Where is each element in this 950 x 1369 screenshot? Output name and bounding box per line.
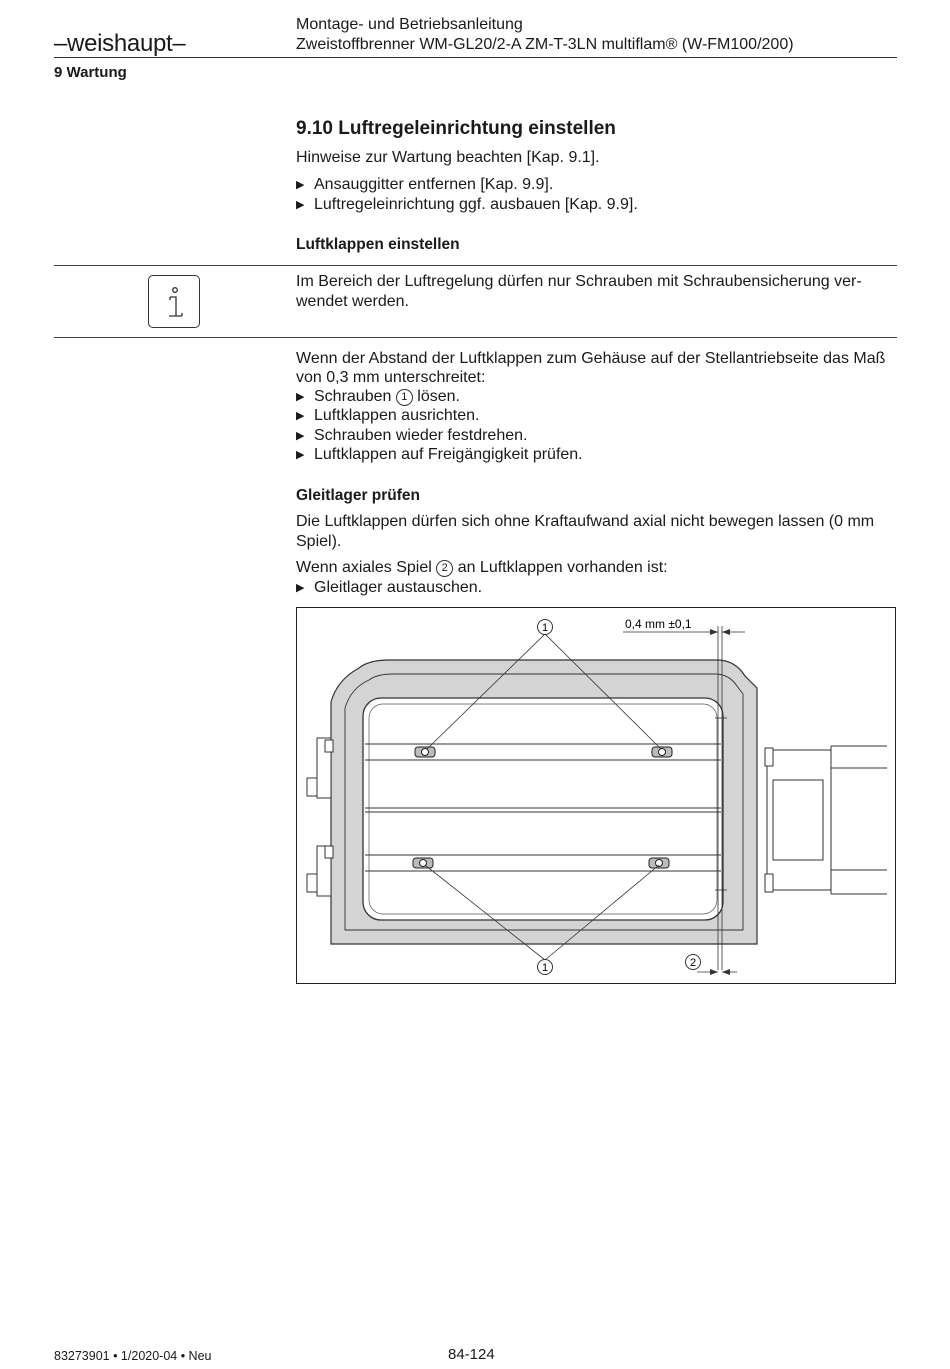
damper-opening: [363, 698, 723, 920]
list-item: ▶ Ansauggitter entfernen [Kap. 9.9].: [296, 176, 554, 193]
info-text: Im Bereich der Luftregelung dürfen nur Schrauben mit Schraubensicherung ver-wendet werden.: [296, 273, 862, 310]
weishaupt-logo: –weishaupt–: [54, 30, 186, 57]
section-intro: Hinweise zur Wartung beachten [Kap. 9.1].: [296, 149, 600, 166]
header-divider: [54, 57, 897, 58]
callout-2: 2: [436, 560, 453, 577]
condition-line2: von 0,3 mm unterschreitet:: [296, 369, 486, 386]
info-icon: [148, 275, 200, 328]
info-divider-top: [54, 265, 897, 266]
list-item: ▶ Gleitlager austauschen.: [296, 579, 483, 596]
gleitlager-text-line1: Die Luftklappen dürfen sich ohne Kraftaufwand axial nicht bewegen lassen (0 mm: [296, 513, 875, 530]
header-title-line2: Zweistoffbrenner WM-GL20/2-A ZM-T-3LN multiflam® (W-FM100/200): [296, 36, 794, 53]
figure-callout-gap: 2: [689, 957, 697, 969]
air-damper-figure: [296, 607, 896, 984]
footer-page-number: 84-124: [448, 1346, 495, 1363]
left-linkage: [307, 738, 333, 896]
subsection-title-luftklappen: Luftklappen einstellen: [296, 236, 460, 253]
list-item: ▶ Luftklappen auf Freigängigkeit prüfen.: [296, 446, 583, 463]
footer-doc-id: 83273901 • 1/2020-04 • Neu: [54, 1349, 212, 1363]
header-title-line1: Montage- und Betriebsanleitung: [296, 16, 523, 33]
gleitlager-condition: Wenn axiales Spiel 2 an Luftklappen vorhanden ist:: [296, 559, 668, 576]
figure-callout-bottom: 1: [541, 962, 549, 974]
list-item: ▶ Schrauben 1 lösen.: [296, 388, 460, 405]
actuator-housing: [765, 746, 887, 894]
dimension-label: 0,4 mm ±0,1: [625, 617, 692, 631]
info-divider-bottom: [54, 337, 897, 338]
list-item: ▶ Luftregeleinrichtung ggf. ausbauen [Kap. 9.9].: [296, 196, 638, 213]
condition-line1: Wenn der Abstand der Luftklappen zum Gehäuse auf der Stellantriebseite das Maß: [296, 350, 886, 367]
callout-1: 1: [396, 389, 413, 406]
list-item: ▶ Luftklappen ausrichten.: [296, 407, 480, 424]
subsection-title-gleitlager: Gleitlager prüfen: [296, 487, 421, 504]
gleitlager-text-line2: Spiel).: [296, 533, 342, 550]
section-title: 9.10 Luftregeleinrichtung einstellen: [296, 118, 616, 139]
list-item: ▶ Schrauben wieder festdrehen.: [296, 427, 528, 444]
figure-callout-top: 1: [541, 622, 549, 634]
chapter-label: 9 Wartung: [54, 64, 127, 81]
